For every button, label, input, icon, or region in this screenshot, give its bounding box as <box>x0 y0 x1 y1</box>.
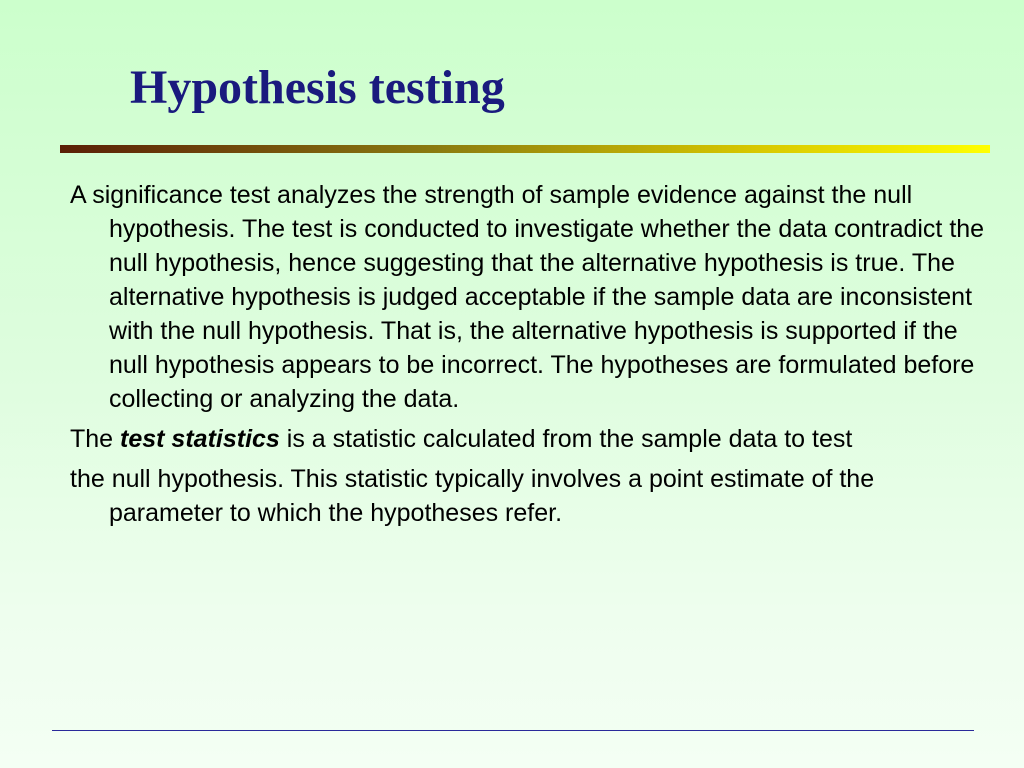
slide-title: Hypothesis testing <box>130 61 505 114</box>
emphasized-term: test statistics <box>120 425 280 453</box>
paragraph-significance-test: A significance test analyzes the strength of sample evidence against the null hypothesis. The test is conducted to investigate whether the data contradict the null hypothesis, hence suggesting that the alternative hypothesis is true. The alternative hypothesis is judged acceptable if the sample data are inconsistent with the null hypothesis. That is, the alternative hypothesis is supported if the null hypothesis appears to be incorrect. The hypotheses are formulated before collecting or analyzing the data. <box>70 181 985 413</box>
paragraph-prefix: The <box>70 425 121 453</box>
paragraph-test-statistics <box>70 422 985 456</box>
footer-divider <box>52 730 974 731</box>
paragraph-suffix: is a statistic calculated from the sample data to test <box>279 425 853 453</box>
paragraph-point-estimate: the null hypothesis. This statistic typically involves a point estimate of the parameter to which the hypotheses refer. <box>70 465 875 527</box>
title-divider <box>60 145 990 153</box>
slide-body <box>70 178 985 536</box>
